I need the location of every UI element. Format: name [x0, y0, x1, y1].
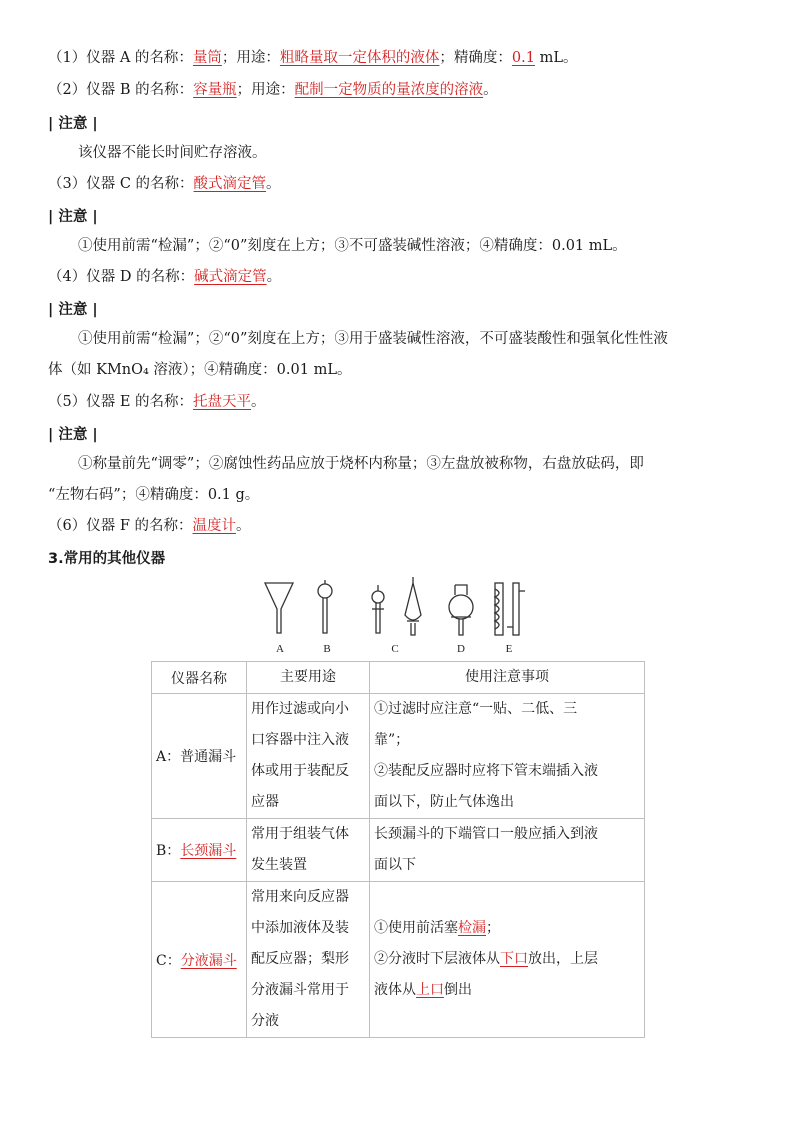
row-a-note-line: 靠”； [374, 732, 410, 748]
item-b-use-answer: 配制一定物质的量浓度的溶液 [294, 82, 484, 98]
item-e-suffix: 。 [251, 394, 266, 410]
row-c-use-line: 分液 [251, 1013, 279, 1029]
item-b-line [48, 80, 498, 100]
row-c-note-answer: 检漏 [458, 920, 486, 936]
row-c-note-text: 放出，上层 [528, 951, 598, 967]
item-f-prefix: （6）仪器 F 的名称： [48, 518, 193, 534]
row-b-prefix: B： [156, 843, 181, 859]
row-c-note-text: 倒出 [444, 982, 472, 998]
item-a-line [48, 48, 577, 68]
row-c-use [247, 882, 370, 1038]
item-c-line [48, 174, 281, 194]
note-b-text: 该仪器不能长时间贮存溶液。 [78, 145, 267, 161]
row-b-instrument: 长颈漏斗 [180, 843, 237, 859]
long-neck-funnel-icon [318, 580, 332, 633]
round-flask-icon [449, 585, 473, 635]
row-a-name [152, 694, 247, 819]
row-c-note-answer: 上口 [416, 982, 444, 998]
row-b-note-line: 长颈漏斗的下端管口一般应插入到液 [374, 826, 598, 842]
row-c-use-line: 配反应器；梨形 [251, 951, 349, 967]
table-row [152, 694, 645, 819]
row-a-note-line: ①过滤时应注意“一贴、二低、三 [374, 701, 578, 717]
row-b-use-line: 常用于组装气体 [251, 826, 349, 842]
note-d-text-1: ①使用前需“检漏”；②“0”刻度在上方；③用于盛装碱性溶液，不可盛装酸性和强氧化性性液 [78, 331, 668, 347]
row-b-name [152, 819, 247, 882]
item-c-suffix: 。 [266, 176, 281, 192]
item-a-suffix: mL。 [534, 50, 578, 66]
figure-label-c: C [391, 643, 399, 655]
funnel-icon [265, 583, 293, 633]
row-c-instrument: 分液漏斗 [180, 952, 237, 969]
figure-label-b: B [323, 643, 331, 655]
row-b-note-line: 面以下 [374, 857, 416, 873]
row-c-use-line: 分液漏斗常用于 [251, 982, 349, 998]
item-a-use-label: ；用途： [221, 50, 280, 66]
apparatus-figure [255, 575, 535, 657]
note-c-text: ①使用前需“检漏”；②“0”刻度在上方；③不可盛装碱性溶液；④精确度：0.01 mL。 [78, 238, 627, 254]
note-d-text-2: 体（如 KMnO₄ 溶液）；④精确度：0.01 mL。 [48, 362, 352, 378]
item-d-line [48, 267, 281, 287]
note-e-text-1: ①称量前先“调零”；②腐蚀性药品应放于烧杯内称量；③左盘放被称物，右盘放砝码，即 [78, 456, 644, 472]
row-c-note-line [374, 944, 640, 975]
item-a-prec-answer: 0.1 [511, 50, 535, 66]
section-3-heading: .常用的其他仪器 [58, 551, 166, 567]
instrument-table [151, 661, 645, 1038]
item-d-suffix: 。 [266, 269, 282, 285]
item-e-answer: 托盘天平 [193, 394, 252, 410]
section-3-title [48, 547, 165, 568]
header-name: 仪器名称 [152, 662, 247, 694]
note-e-text-2: “左物右码”；④精确度：0.1 g。 [48, 487, 260, 503]
row-c-use-line: 中添加液体及装 [251, 920, 349, 936]
row-c-note-line [374, 913, 640, 944]
condenser-icon [495, 583, 525, 635]
item-f-suffix: 。 [236, 518, 251, 534]
note-label-e: | 注意 | [48, 427, 98, 443]
row-c-note-line [374, 975, 640, 1006]
item-f-answer: 温度计 [192, 518, 237, 534]
item-b-prefix: （2）仪器 B 的名称： [48, 82, 194, 98]
item-c-answer: 酸式滴定管 [193, 176, 267, 192]
header-notes: 使用注意事项 [370, 662, 645, 694]
row-a-use-line: 体或用于装配反 [251, 763, 349, 779]
separatory-funnel-icon [372, 577, 421, 635]
item-e-prefix: （5）仪器 E 的名称： [48, 394, 194, 410]
item-c-prefix: （3）仪器 C 的名称： [48, 176, 194, 192]
row-a-note-line: ②装配反应器时应将下管末端插入液 [374, 763, 598, 779]
row-c-note-text: ②分液时下层液体从 [374, 951, 500, 967]
section-3-number: 3 [48, 551, 59, 567]
row-c-note-text: 液体从 [374, 982, 416, 998]
row-a-prefix: A： [156, 749, 181, 765]
row-a-instrument: 普通漏斗 [180, 749, 237, 765]
note-label-c: | 注意 | [48, 209, 98, 225]
note-label-d: | 注意 | [48, 302, 98, 318]
figure-label-e: E [505, 643, 513, 655]
table-row [152, 819, 645, 882]
figure-label-d: D [457, 643, 465, 655]
item-d-prefix: （4）仪器 D 的名称： [48, 269, 195, 285]
item-f-line [48, 516, 251, 536]
item-a-prec-label: ；精确度： [439, 50, 512, 66]
row-a-use-line: 用作过滤或向小 [251, 701, 349, 717]
figure-label-a: A [276, 643, 284, 655]
item-e-line [48, 392, 266, 412]
row-b-notes [370, 819, 645, 882]
row-c-prefix: C： [156, 952, 181, 969]
item-a-answer: 量筒 [192, 50, 222, 66]
item-d-answer: 碱式滴定管 [194, 269, 267, 285]
row-c-use-line: 常用来向反应器 [251, 889, 349, 905]
note-label-b: | 注意 | [48, 116, 98, 132]
table-row [152, 882, 645, 1038]
item-a-prefix: （1）仪器 A 的名称： [48, 50, 193, 66]
row-c-name [152, 882, 247, 1038]
row-b-use-line: 发生装置 [251, 857, 307, 873]
table-header-row [152, 662, 645, 694]
row-c-note-text: ； [486, 920, 500, 936]
row-a-notes [370, 694, 645, 819]
row-c-note-answer: 下口 [500, 951, 528, 967]
row-c-notes [370, 882, 645, 1038]
row-a-note-line: 面以下，防止气体逸出 [374, 794, 514, 810]
row-a-use-line: 口容器中注入液 [251, 732, 349, 748]
header-use: 主要用途 [247, 662, 370, 694]
item-b-suffix: 。 [483, 82, 498, 98]
item-b-answer: 容量瓶 [193, 82, 237, 98]
row-a-use [247, 694, 370, 819]
row-b-use [247, 819, 370, 882]
row-a-use-line: 应器 [251, 794, 279, 810]
item-a-use-answer: 粗略量取一定体积的液体 [279, 50, 440, 66]
item-b-use-label: ；用途： [236, 82, 295, 98]
row-c-note-text: ①使用前活塞 [374, 920, 458, 936]
